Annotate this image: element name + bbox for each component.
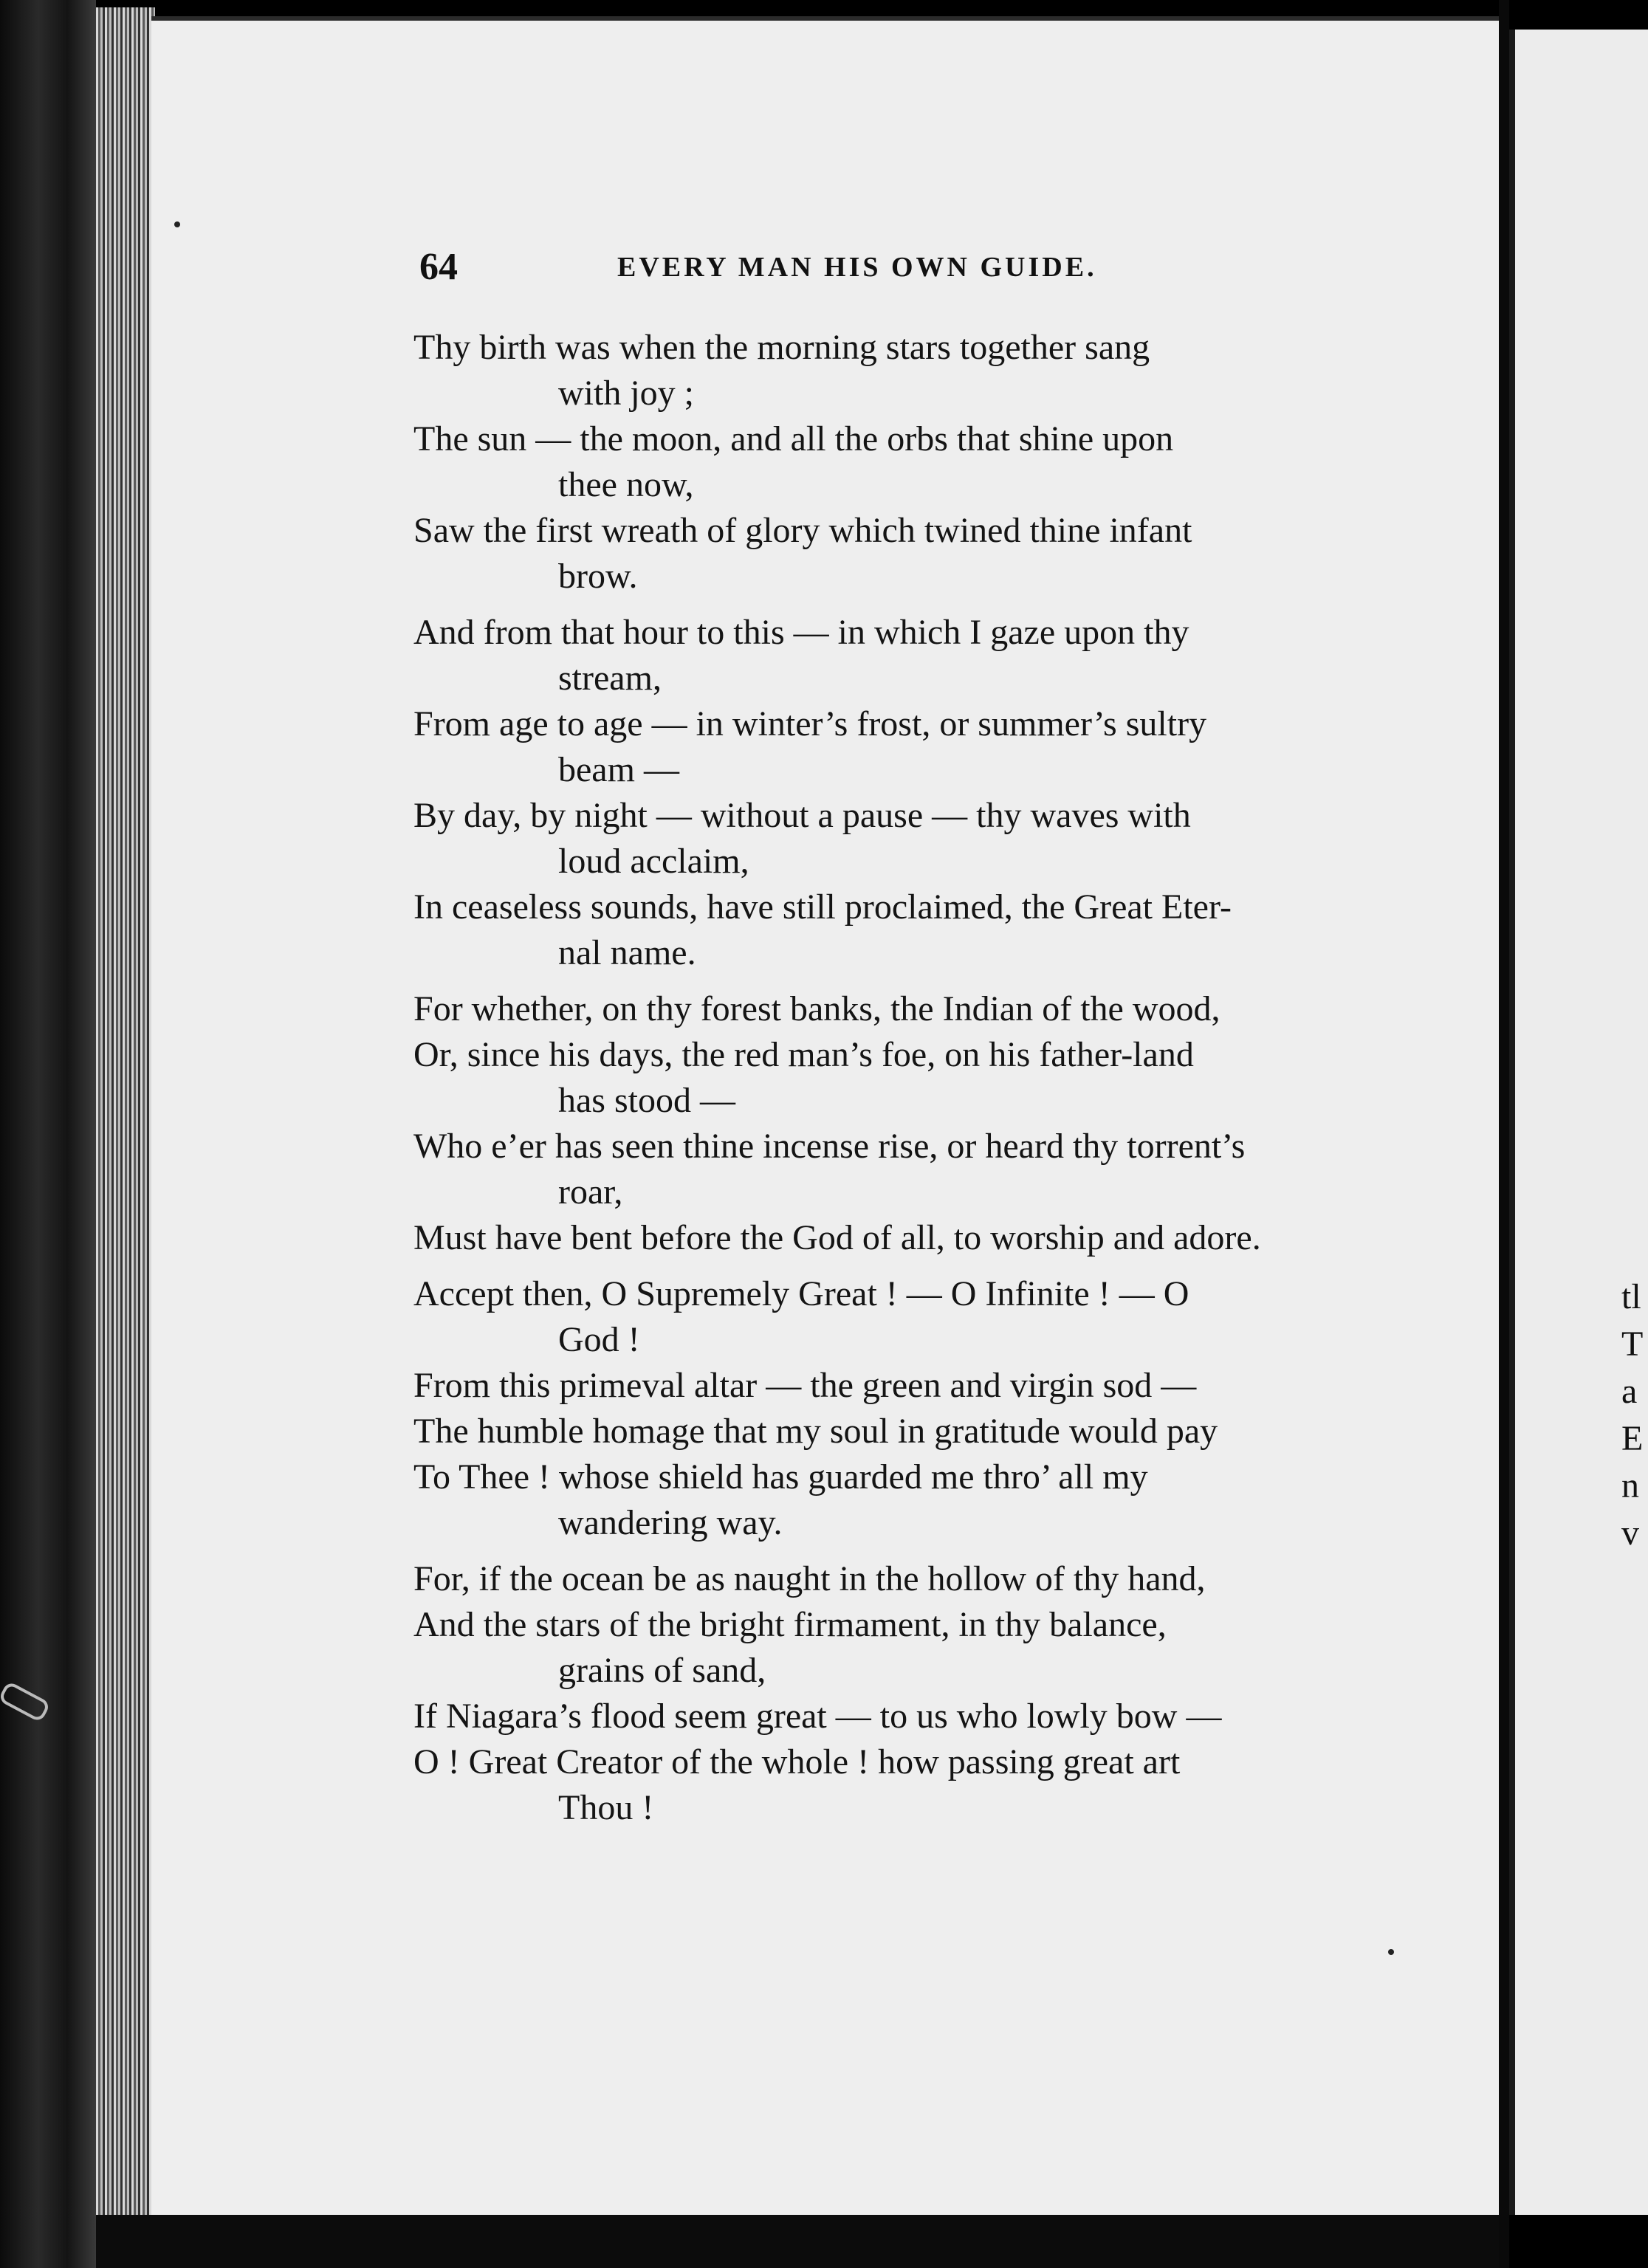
poem-line-continuation: Thou ! <box>558 1788 654 1827</box>
facing-page <box>1509 30 1648 2215</box>
poem-line: The humble homage that my soul in gratitude would pay <box>413 1412 1218 1451</box>
poem-stanza <box>413 325 1344 599</box>
facing-page-text-fragments <box>1621 1274 1648 1557</box>
poem-line: In ceaseless sounds, have still proclaimed, the Great Eter- <box>413 887 1232 927</box>
speck <box>1388 1949 1394 1955</box>
poem-line: For, if the ocean be as naught in the hollow of thy hand, <box>413 1559 1206 1598</box>
poem-line: By day, by night — without a pause — thy waves with <box>413 796 1191 835</box>
poem-stanza <box>413 1556 1344 1831</box>
poem-line-continuation: loud acclaim, <box>558 842 749 881</box>
poem-line-continuation: with joy ; <box>558 374 695 413</box>
poem-stanza <box>413 610 1344 976</box>
poem-line: Saw the first wreath of glory which twined thine infant <box>413 511 1192 550</box>
poem-stanza <box>413 1271 1344 1546</box>
poem-line: Accept then, O Supremely Great ! — O Infinite ! — O <box>413 1274 1189 1313</box>
facing-page-fragment: a <box>1621 1372 1638 1411</box>
facing-page-fragment: E <box>1621 1419 1644 1458</box>
poem-line: Who e’er has seen thine incense rise, or heard thy torrent’s <box>413 1127 1246 1166</box>
poem-line-continuation: stream, <box>558 659 662 698</box>
poem-line: If Niagara’s flood seem great — to us who lowly bow — <box>413 1697 1222 1736</box>
poem-line-continuation: grains of sand, <box>558 1651 766 1690</box>
facing-page-fragment: v <box>1621 1513 1639 1553</box>
poem-line: Or, since his days, the red man’s foe, on his father-land <box>413 1035 1194 1074</box>
poem-line-continuation: has stood — <box>558 1081 735 1120</box>
page-number: 64 <box>419 246 458 288</box>
poem-line-continuation: thee now, <box>558 465 694 504</box>
poem-line: The sun — the moon, and all the orbs that shine upon <box>413 419 1174 458</box>
speck <box>174 221 180 227</box>
poem-line-continuation: brow. <box>558 557 638 596</box>
poem-line: From age to age — in winter’s frost, or summer’s sultry <box>413 704 1207 743</box>
bottom-shadow <box>96 2215 1499 2268</box>
poem-line: O ! Great Creator of the whole ! how passing great art <box>413 1742 1181 1781</box>
running-head: EVERY MAN HIS OWN GUIDE. <box>617 252 1097 283</box>
poem-line-continuation: roar, <box>558 1172 623 1212</box>
page-header <box>419 245 1409 289</box>
poem-line: Thy birth was when the morning stars together sang <box>413 328 1150 367</box>
poem-line: From this primeval altar — the green and virgin sod — <box>413 1366 1197 1405</box>
poem-line: For whether, on thy forest banks, the Indian of the wood, <box>413 989 1220 1028</box>
facing-page-fragment: T <box>1621 1324 1644 1364</box>
poem-stanza <box>413 986 1344 1261</box>
facing-page-fragment: tl <box>1621 1277 1641 1316</box>
poem-line-continuation: God ! <box>558 1320 640 1359</box>
poem-line: And the stars of the bright firmament, in thy balance, <box>413 1605 1167 1644</box>
page-leaf-edges <box>96 7 155 2215</box>
poem-line: Must have bent before the God of all, to worship and adore. <box>413 1218 1261 1257</box>
poem-line-continuation: wandering way. <box>558 1503 783 1542</box>
facing-page-fragment: n <box>1621 1466 1639 1505</box>
book-binding-edge <box>0 0 96 2268</box>
poem-line-continuation: beam — <box>558 750 679 789</box>
poem-line: To Thee ! whose shield has guarded me thro’ all my <box>413 1457 1148 1496</box>
poem-body <box>413 325 1344 1841</box>
poem-line: And from that hour to this — in which I gaze upon thy <box>413 613 1189 652</box>
poem-line-continuation: nal name. <box>558 933 696 972</box>
page-gutter <box>1499 0 1509 2268</box>
